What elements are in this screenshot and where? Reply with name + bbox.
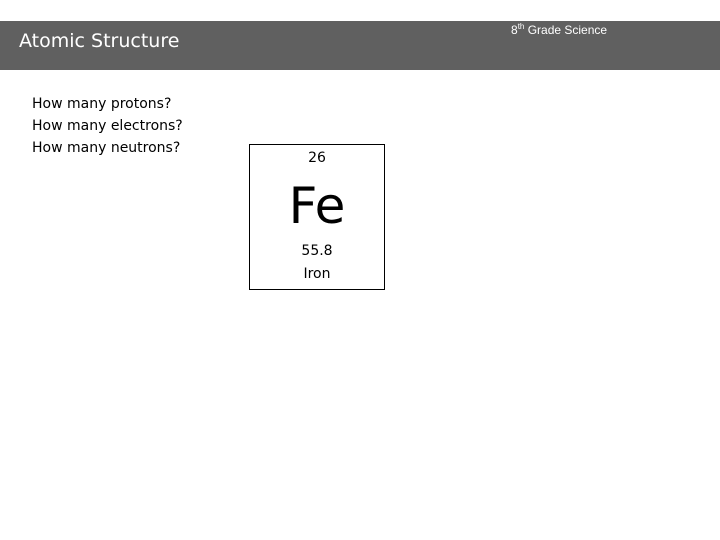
- question-electrons: How many electrons?: [32, 118, 183, 134]
- question-protons: How many protons?: [32, 96, 172, 112]
- slide-title: Atomic Structure: [19, 30, 180, 52]
- element-symbol: Fe: [288, 177, 346, 235]
- course-ordinal-suffix: th: [517, 22, 525, 31]
- element-tile: [249, 144, 385, 290]
- course-grade: 8: [511, 23, 518, 37]
- question-neutrons: How many neutrons?: [32, 140, 181, 156]
- atomic-number: 26: [308, 150, 326, 166]
- question-list: [32, 93, 183, 159]
- atomic-mass: 55.8: [301, 243, 333, 259]
- element-name: Iron: [303, 266, 331, 282]
- course-label: [511, 22, 607, 37]
- course-subject: Grade Science: [527, 23, 608, 37]
